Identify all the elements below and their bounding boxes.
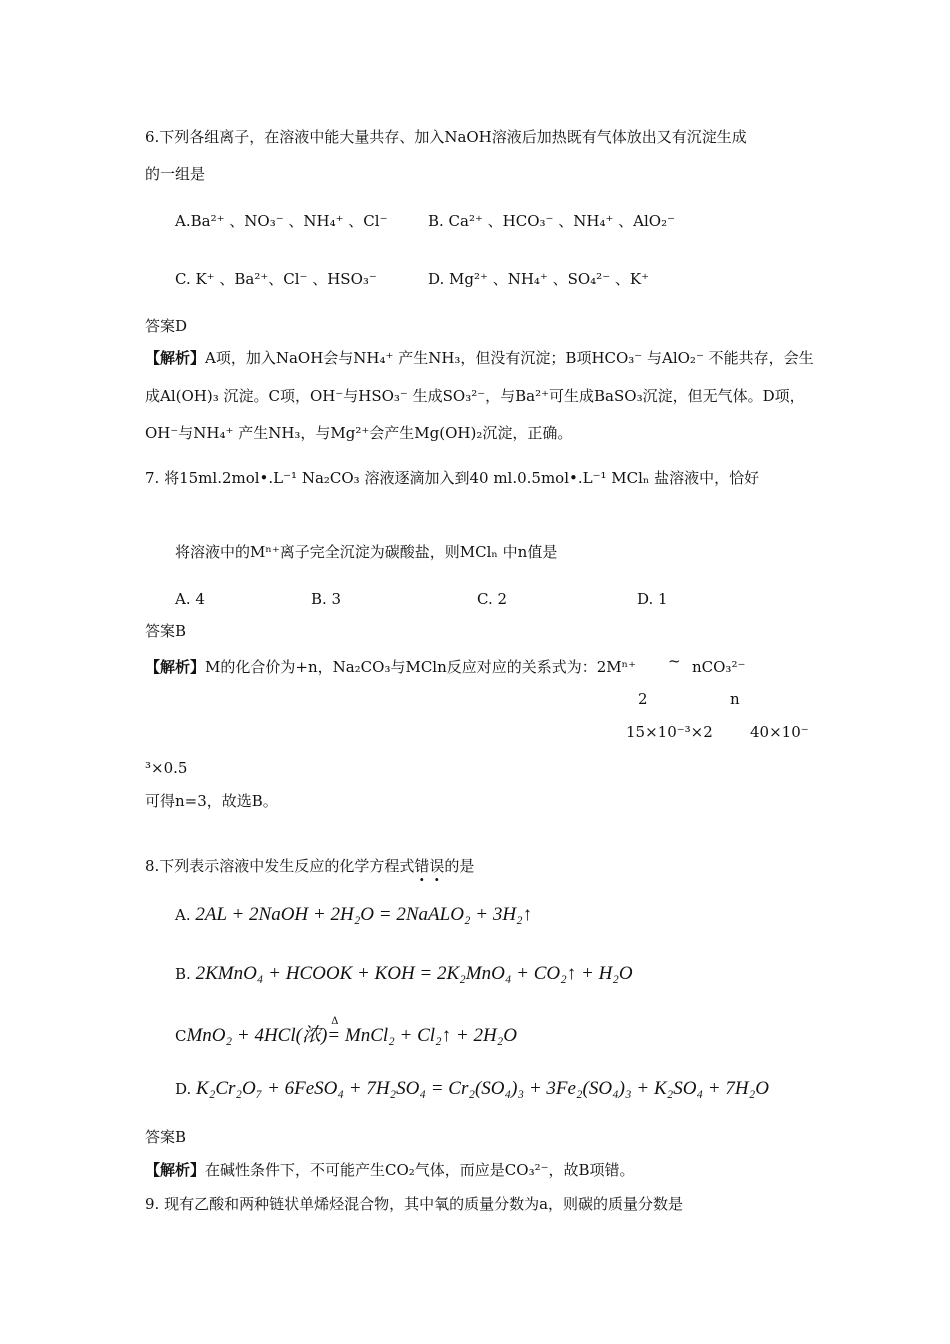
- q7-option-b: B. 3: [311, 590, 342, 608]
- q8-analysis-text: 在碱性条件下，不可能产生CO₂气体，而应是CO₃²⁻，故B项错。: [205, 1161, 635, 1179]
- q8-option-c-equation-right: = MnCl₂ + Cl₂↑ + 2H₂O: [327, 1025, 517, 1046]
- q8-option-d-equation: K₂Cr₂O₇ + 6FeSO₄ + 7H₂SO₄ = Cr₂(SO₄)₃ + 3Fe₂(SO₄)₃ + K₂SO₄ + 7H₂O: [196, 1078, 769, 1099]
- q7-option-a: A. 4: [175, 590, 205, 608]
- q7-relation-row2-left: 2: [638, 690, 648, 708]
- q8-option-b: [175, 963, 633, 985]
- q8-option-a: [175, 904, 532, 926]
- q7-relation-tilde: ~: [668, 652, 681, 670]
- q9-stem: 9. 现有乙酸和两种链状单烯烃混合物，其中氧的质量分数为a，则碳的质量分数是: [145, 1195, 684, 1213]
- q7-option-d: D. 1: [637, 590, 668, 608]
- q8-stem-emphasis-1: 错: [414, 857, 430, 875]
- q6-analysis-line1: [145, 347, 814, 369]
- q8-analysis-label: 【解析】: [145, 1161, 206, 1179]
- q8-option-b-label: B.: [175, 965, 191, 983]
- q6-option-d: D. Mg²⁺ 、NH₄⁺ 、SO₄²⁻ 、K⁺: [428, 270, 650, 288]
- q7-conclusion: 可得n=3，故选B。: [145, 792, 278, 810]
- q6-stem-line2: 的一组是: [145, 165, 206, 183]
- q8-answer: 答案B: [145, 1128, 187, 1146]
- q6-option-b: B. Ca²⁺ 、HCO₃⁻ 、NH₄⁺ 、AlO₂⁻: [428, 212, 675, 230]
- q8-option-c-label: C: [175, 1027, 187, 1045]
- q7-relation-row2-right: n: [730, 690, 740, 708]
- q8-option-d: [175, 1078, 769, 1100]
- q8-option-a-equation: 2AL + 2NaOH + 2H₂O = 2NaALO₂ + 3H₂↑: [195, 904, 533, 925]
- q8-stem-post: 的是: [444, 857, 475, 875]
- q6-stem-line1: 6.下列各组离子，在溶液中能大量共存、加入NaOH溶液后加热既有气体放出又有沉淀生成: [145, 128, 747, 146]
- q7-stem-line2: 将溶液中的Mⁿ⁺离子完全沉淀为碳酸盐，则MClₙ 中n值是: [175, 543, 558, 561]
- q7-analysis-line: [145, 656, 636, 678]
- q8-option-c: [175, 1016, 517, 1047]
- q7-analysis-label: 【解析】: [145, 658, 206, 676]
- q8-analysis-line: [145, 1159, 635, 1181]
- q8-stem-pre: 8.下列表示溶液中发生反应的化学方程式: [145, 857, 415, 875]
- q7-relation-row3-left: 15×10⁻³×2: [626, 723, 713, 741]
- q8-option-a-label: A.: [175, 906, 191, 924]
- q7-option-c: C. 2: [477, 590, 508, 608]
- q7-answer: 答案B: [145, 622, 187, 640]
- q6-analysis-line2: 成Al(OH)₃ 沉淀。C项，OH⁻与HSO₃⁻ 生成SO₃²⁻，与Ba²⁺可生成BaSO₃沉淀，但无气体。D项，: [145, 387, 805, 405]
- q6-option-a: A.Ba²⁺ 、NO₃⁻ 、NH₄⁺ 、Cl⁻: [175, 212, 388, 230]
- q8-option-b-equation: 2KMnO₄ + HCOOK + KOH = 2K₂MnO₄ + CO₂↑ + H₂O: [195, 963, 633, 984]
- q7-analysis-text: M的化合价为+n，Na₂CO₃与MCln反应对应的关系式为：2Mⁿ⁺: [205, 658, 637, 676]
- q7-stem-line1: 7. 将15ml.2mol•.L⁻¹ Na₂CO₃ 溶液逐滴加入到40 ml.0.5mol•.L⁻¹ MClₙ 盐溶液中，恰好: [145, 469, 760, 487]
- q6-analysis-line3: OH⁻与NH₄⁺ 产生NH₃，与Mg²⁺会产生Mg(OH)₂沉淀，正确。: [145, 424, 573, 442]
- q6-option-c: C. K⁺ 、Ba²⁺、Cl⁻ 、HSO₃⁻: [175, 270, 377, 288]
- q6-answer: 答案D: [145, 317, 188, 335]
- q8-option-d-label: D.: [175, 1080, 192, 1098]
- q7-relation-row4: ³×0.5: [145, 759, 188, 777]
- q8-option-c-equation-left: MnO₂ + 4HCl(浓): [186, 1025, 328, 1046]
- q8-stem-emphasis-2: 误: [429, 857, 445, 875]
- q7-relation-rhs: nCO₃²⁻: [692, 658, 746, 676]
- q8-stem: [145, 855, 474, 877]
- q8-option-c-condition: Δ: [331, 1016, 339, 1027]
- q6-analysis-text1: A项，加入NaOH会与NH₄⁺ 产生NH₃，但没有沉淀；B项HCO₃⁻ 与AlO₂⁻ 不能共存，会生: [205, 349, 814, 367]
- q7-relation-row3-right: 40×10⁻: [750, 723, 809, 741]
- q6-analysis-label: 【解析】: [145, 349, 206, 367]
